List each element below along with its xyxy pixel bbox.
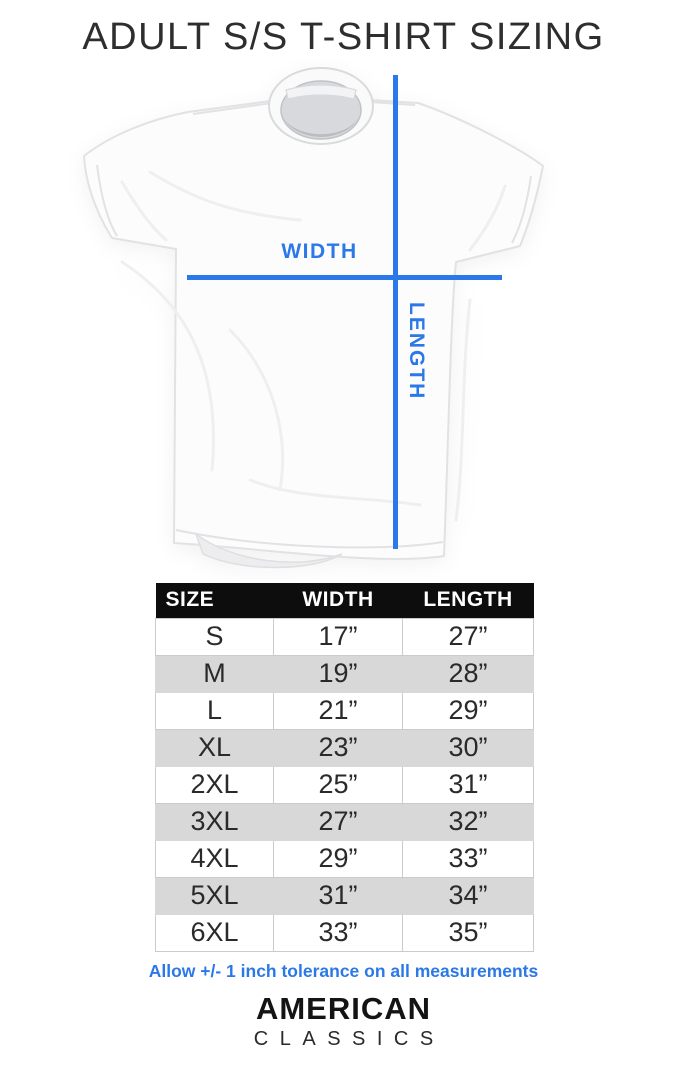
table-header-row: [156, 583, 534, 618]
width-cell: 25”: [274, 766, 403, 803]
size-chart-table: [155, 583, 534, 952]
length-cell: 29”: [403, 692, 534, 729]
table-row: [156, 729, 534, 766]
table-row: [156, 618, 534, 655]
size-cell: 4XL: [156, 840, 274, 877]
width-cell: 29”: [274, 840, 403, 877]
length-cell: 28”: [403, 655, 534, 692]
brand-logo: [0, 993, 687, 1051]
length-cell: 35”: [403, 914, 534, 951]
tshirt-body: [84, 100, 543, 559]
length-cell: 30”: [403, 729, 534, 766]
table-row: [156, 692, 534, 729]
table-row: [156, 766, 534, 803]
brand-name-line1: AMERICAN: [255, 991, 432, 1026]
length-cell: 34”: [403, 877, 534, 914]
length-cell: 32”: [403, 803, 534, 840]
size-cell: M: [156, 655, 274, 692]
size-cell: S: [156, 618, 274, 655]
length-column-header: LENGTH: [403, 583, 534, 618]
size-cell: 5XL: [156, 877, 274, 914]
length-cell: 33”: [403, 840, 534, 877]
width-cell: 17”: [274, 618, 403, 655]
length-cell: 31”: [403, 766, 534, 803]
width-column-header: WIDTH: [274, 583, 403, 618]
width-cell: 21”: [274, 692, 403, 729]
width-cell: 23”: [274, 729, 403, 766]
table-row: [156, 877, 534, 914]
size-cell: 2XL: [156, 766, 274, 803]
brand-name-line2: CLASSICS: [253, 1027, 445, 1050]
length-label: LENGTH: [405, 302, 428, 401]
tolerance-note: Allow +/- 1 inch tolerance on all measurements: [148, 961, 539, 981]
length-measure-line: [393, 75, 398, 549]
width-cell: 19”: [274, 655, 403, 692]
collar: [269, 68, 373, 144]
width-label: WIDTH: [281, 240, 358, 263]
table-row: [156, 914, 534, 951]
table-row: [156, 840, 534, 877]
table-row: [156, 655, 534, 692]
size-column-header: SIZE: [156, 583, 274, 618]
length-cell: 27”: [403, 618, 534, 655]
width-cell: 27”: [274, 803, 403, 840]
width-cell: 31”: [274, 877, 403, 914]
page-title: ADULT S/S T-SHIRT SIZING: [82, 16, 605, 58]
table-row: [156, 803, 534, 840]
size-cell: XL: [156, 729, 274, 766]
width-cell: 33”: [274, 914, 403, 951]
width-measure-line: [187, 275, 502, 280]
size-cell: L: [156, 692, 274, 729]
size-cell: 3XL: [156, 803, 274, 840]
size-cell: 6XL: [156, 914, 274, 951]
